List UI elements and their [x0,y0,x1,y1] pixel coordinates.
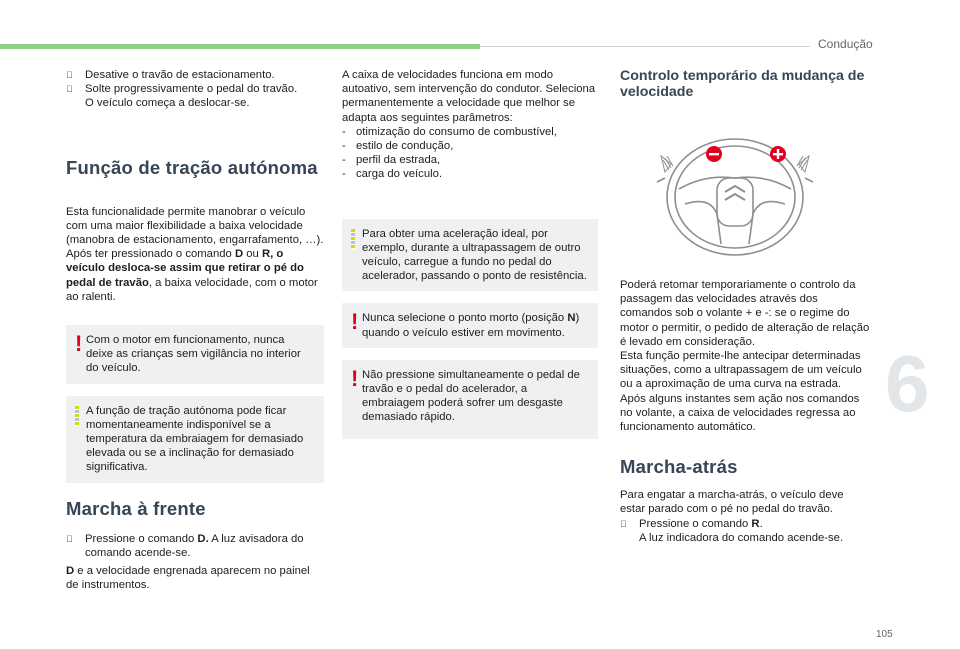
paragraph: Poderá retomar temporariamente o controlo da passagem das velocidades através dos comandos sob o volante + e -: se o regime do motor o permitir, o pedido de alteração de relação é levado em consideração. [620,279,870,348]
paragraph: A caixa de velocidades funciona em modo autoativo, sem intervenção do condutor. Seleciona permanentemente a velocidade que melhor se adapta aos seguintes parâmetros: [342,69,596,124]
heading-forward: Marcha à frente [66,497,206,519]
warning-icon: ! [351,365,359,391]
list-item: - estilo de condução, [342,140,454,153]
arrow-bullet-icon [620,517,627,531]
list-item: Solte progressivamente o pedal do travão. O veículo começa a deslocar-se. [66,82,324,110]
paragraph: Esta funcionalidade permite manobrar o veículo com uma maior flexibilidade a baixa velocidade (manobra de estacionamento, engarrafamento, …). [66,205,324,247]
info-box: A função de tração autónoma pode ficar momentaneamente indisponível se a temperatura da embraiagem for demasiado elevada ou se a inclinação for demasiado significativa. [66,396,324,483]
heading-temporary-control: Controlo temporário da mudança de velocidade [620,68,865,100]
list-item: Pressione o comando R. A luz indicadora do comando acende-se. [620,517,870,545]
list-item: - carga do veículo. [342,168,443,181]
list-item: - otimização do consumo de combustível, [342,125,557,138]
column-right [620,68,878,100]
info-box: Para obter uma aceleração ideal, por exemplo, durante a ultrapassagem de outro veículo, carregue a fundo no pedal do acelerador, passando o ponto de resistência. [342,219,598,292]
warning-icon: ! [75,331,83,357]
heading-reverse: Marcha-atrás [620,456,738,478]
paragraph: Para engatar a marcha-atrás, o veículo deve estar parado com o pé no pedal do travão. [620,489,844,516]
column-right-lower [620,278,870,545]
paragraph: D e a velocidade engrenada aparecem no painel de instrumentos. [66,565,310,592]
heading-traction: Função de tração autónoma [66,156,318,178]
warning-icon: ! [351,309,359,335]
steering-wheel-icon [655,134,815,260]
list-item: Desative o travão de estacionamento. [66,68,324,82]
list-item: Pressione o comando D. A luz avisadora do comando acende-se. [66,532,324,560]
column-middle [342,68,600,439]
column-left [66,68,324,592]
list-item: - perfil da estrada, [342,154,441,167]
warning-box: ! Não pressione simultaneamente o pedal de travão e o pedal do acelerador, a embraiagem poderá sofrer um desgaste demasiado rápido. [342,360,598,439]
header-rule [480,46,810,47]
header-accent-bar [0,44,480,49]
paragraph: Após alguns instantes sem ação nos comandos no volante, a caixa de velocidades regressa ao funcionamento automático. [620,392,860,434]
info-icon [351,229,355,249]
arrow-bullet-icon [66,532,73,546]
info-icon [75,406,79,426]
chapter-number: 6 [885,339,930,428]
paragraph: Esta função permite-lhe antecipar determinadas situações, como a ultrapassagem de um veículo ou a aproximação de uma curva na estrada. [620,350,862,391]
page-number: 105 [876,629,893,640]
arrow-bullet-icon [66,82,73,96]
section-title: Condução [818,37,873,51]
warning-box: ! Com o motor em funcionamento, nunca deixe as crianças sem vigilância no interior do veículo. [66,325,324,384]
paragraph: Após ter pressionado o comando D ou R, o veículo desloca-se assim que retirar o pé do pedal de travão, a baixa velocidade, com o motor ao ralenti. [66,248,318,303]
warning-box: ! Nunca selecione o ponto morto (posição N) quando o veículo estiver em movimento. [342,303,598,347]
arrow-bullet-icon [66,68,73,82]
